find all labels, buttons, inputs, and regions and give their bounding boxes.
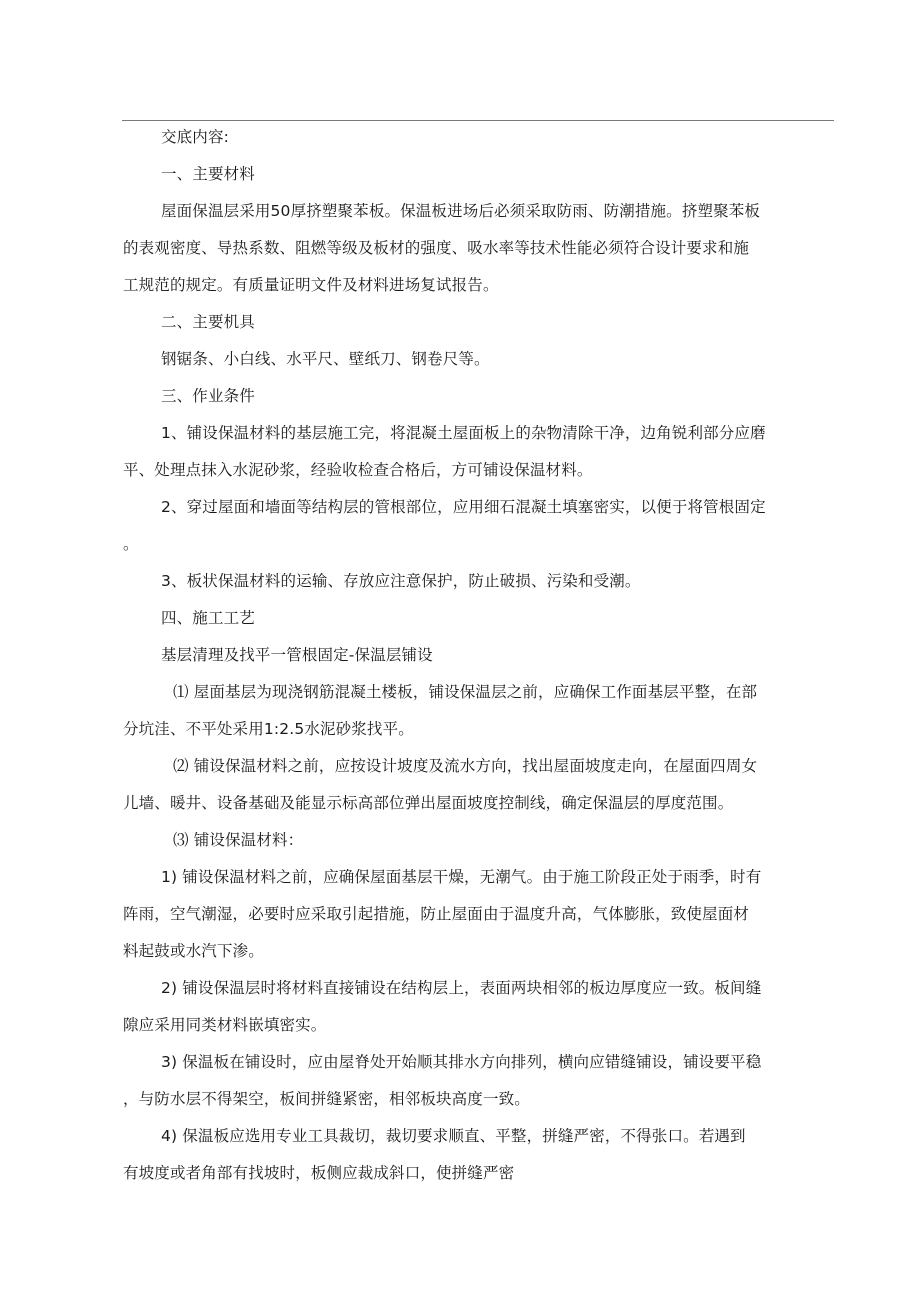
paragraph-line: 阵雨，空气潮湿，必要时应采取引起措施，防止屋面由于温度升高，气体膨胀，致使屋面材 [123,905,750,923]
paragraph-line: 料起鼓或水汽下渗。 [123,942,264,960]
paragraph-line: 3、板状保温材料的运输、存放应注意保护，防止破损、污染和受潮。 [161,572,641,590]
paragraph-line: 2) 铺设保温层时将材料直接铺设在结构层上，表面两块相邻的板边厚度应一致。板间缝 [161,979,762,997]
paragraph-line: 4) 保温板应选用专业工具裁切，裁切要求顺直、平整，拼缝严密，不得张口。若遇到 [161,1127,746,1145]
paragraph-line: 的表观密度、导热系数、阻燃等级及板材的强度、吸水率等技术性能必须符合设计要求和施 [123,239,750,257]
paragraph-line: 儿墙、暖井、设备基础及能显示标高部位弹出屋面坡度控制线，确定保温层的厚度范围。 [123,794,734,812]
paragraph-line: 分坑洼、不平处采用1:2.5水泥砂浆找平。 [123,720,414,738]
heading-label: 交底内容: [161,128,229,146]
paragraph-line: 有坡度或者角部有找坡时，板侧应裁成斜口，使拼缝严密 [123,1164,515,1182]
paragraph-line: 。 [123,535,139,553]
paragraph-line: 1) 铺设保温材料之前，应确保屋面基层干燥，无潮气。由于施工阶段正处于雨季，时有 [161,868,762,886]
paragraph-line: 3) 保温板在铺设时，应由屋脊处开始顺其排水方向排列，横向应错缝铺设，铺设要平稳 [161,1053,762,1071]
paragraph-line: 2、穿过屋面和墙面等结构层的管根部位，应用细石混凝土填塞密实，以便于将管根固定 [161,498,766,516]
paragraph-line: ⑶ 铺设保温材料： [173,831,304,849]
paragraph-line: 隙应采用同类材料嵌填密实。 [123,1016,327,1034]
section-title-materials: 一、主要材料 [161,165,255,183]
paragraph-line: 平、处理点抹入水泥砂浆，经验收检查合格后，方可铺设保温材料。 [123,461,593,479]
section-title-process: 四、施工工艺 [161,609,255,627]
paragraph-line: ，与防水层不得架空，板间拼缝紧密，相邻板块高度一致。 [123,1090,530,1108]
section-title-tools: 二、主要机具 [161,313,255,331]
paragraph-line: 屋面保温层采用50厚挤塑聚苯板。保温板进场后必须采取防雨、防潮措施。挤塑聚苯板 [161,202,761,220]
paragraph-line: 1、铺设保温材料的基层施工完，将混凝土屋面板上的杂物清除干净，边角锐利部分应磨 [161,424,766,442]
process-flow: 基层清理及找平一管根固定-保温层铺设 [161,646,433,664]
paragraph-line: 工规范的规定。有质量证明文件及材料进场复试报告。 [123,276,499,294]
document-body [123,119,833,1192]
paragraph-line: ⑴ 屋面基层为现浇钢筋混凝土楼板，铺设保温层之前，应确保工作面基层平整，在部 [173,683,758,701]
section-title-conditions: 三、作业条件 [161,387,255,405]
paragraph-line: 钢锯条、小白线、水平尺、壁纸刀、钢卷尺等。 [161,350,490,368]
paragraph-line: ⑵ 铺设保温材料之前，应按设计坡度及流水方向，找出屋面坡度走向，在屋面四周女 [173,757,758,775]
